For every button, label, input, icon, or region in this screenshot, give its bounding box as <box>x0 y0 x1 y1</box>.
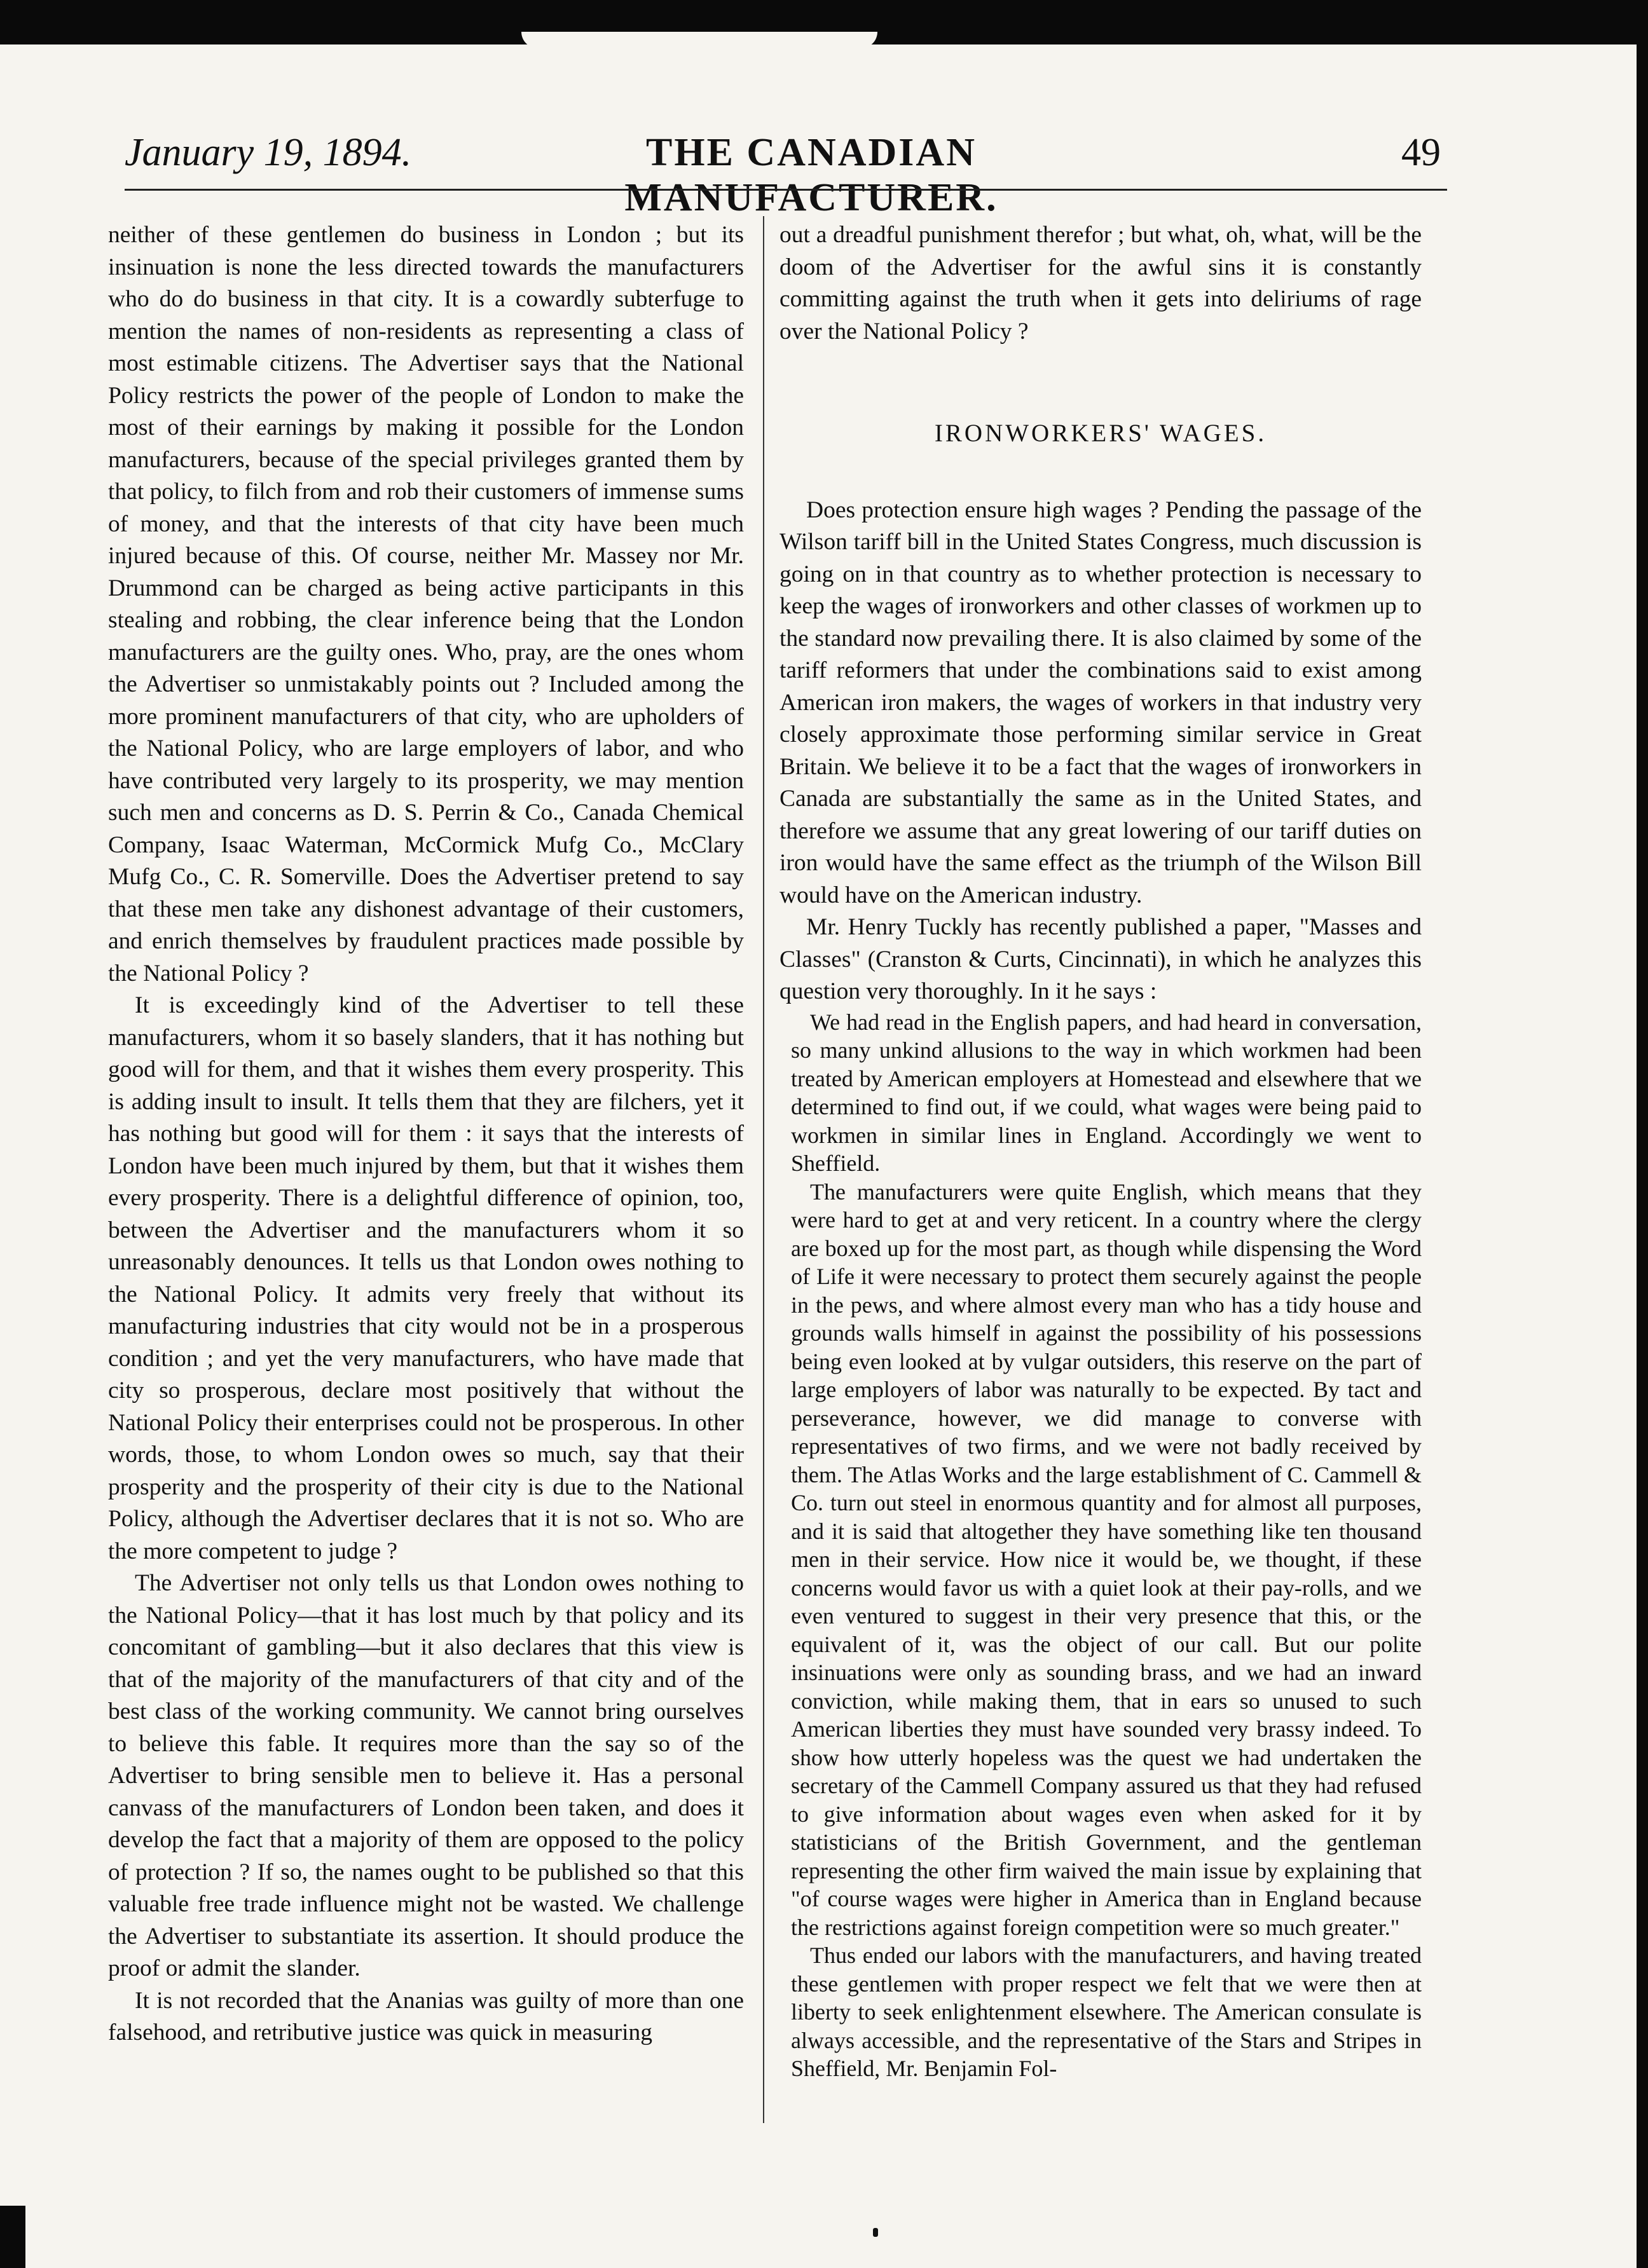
left-column <box>108 219 744 2133</box>
publication-title: THE CANADIAN MANUFACTURER. <box>624 131 998 219</box>
scan-border-notch <box>521 32 877 48</box>
scan-border-corner <box>0 2206 25 2268</box>
header-rule <box>125 189 1447 191</box>
header-date: January 19, 1894. <box>125 131 412 174</box>
article-paragraph: Mr. Henry Tuckly has recently published a paper, "Masses and Classes" (Cranston & Curts, Cincinnati), in which he analyzes this question very thoroughly. In it he says : <box>779 914 1422 1004</box>
left-paragraph: neither of these gentlemen do business in London ; but its insinuation is none the less directed towards the manufacturers who do do business in that city. It is a cowardly subterfuge to mention the names of non-residents as representing a class of most estimable citizens. The Advertiser says that the National Policy restricts the power of the people of London to make the most of their earnings by making it possible for the London manufacturers, because of the special privileges granted them by that policy, to filch from and rob their customers of immense sums of money, and that the interests of that city have been much injured because of this. Of course, neither Mr. Massey nor Mr. Drummond can be charged as being active participants in this stealing and robbing, the clear inference being that the London manufacturers are the guilty ones. Who, pray, are the ones whom the Advertiser so unmistakably points out ? Included among the more prominent manufacturers of that city, who are upholders of the National Policy, who are large employers of labor, and who have contributed very largely to its prosperity, we may mention such men and concerns as D. S. Perrin & Co., Canada Chemical Company, Isaac Waterman, McCormick Mufg Co., McClary Mufg Co., C. R. Somerville. Does the Advertiser pretend to say that these men take any dishonest advantage of their customers, and enrich themselves by fraudulent practices made possible by the National Policy ? <box>108 222 744 987</box>
section-heading: IRONWORKERS' WAGES. <box>934 420 1267 447</box>
right-column <box>779 219 1422 2177</box>
article-paragraph: Does protection ensure high wages ? Pending the passage of the Wilson tariff bill in the United States Congress, much discussion is going on in that country as to whether protection is necessary to keep the wages of ironworkers and other classes of workmen up to the standard now prevailing there. It is also claimed by some of the tariff reformers that under the combinations said to exist among American iron makers, the wages of workers in that industry very closely approximate those performing similar service in Great Britain. We believe it to be a fact that the wages of ironworkers in Canada are substantially the same as in the United States, and therefore we assume that any great lowering of our tariff duties on iron would have the same effect as the triumph of the Wilson Bill would have on the American industry. <box>779 496 1422 908</box>
continued-paragraph: out a dreadful punishment therefor ; but what, oh, what, will be the doom of the Advertiser for the awful sins it is constantly committing against the truth when it gets into deliriums of rage over the National Policy ? <box>779 222 1422 345</box>
page-header <box>125 130 1441 219</box>
ink-speck <box>873 2228 878 2237</box>
scan-border-right <box>1637 0 1648 2268</box>
left-paragraph: It is exceedingly kind of the Advertiser to tell these manufacturers, whom it so basely slanders, that it has nothing but good will for them, and that it wishes them every prosperity. This is adding insult to insult. It tells them that they are filchers, yet it has nothing but good will for them : it says that the interests of London have been much injured by them, but that it wishes them every prosperity. There is a delightful difference of opinion, too, between the Advertiser and the manufacturers whom it so unreasonably denounces. It tells us that London owes nothing to the National Policy. It admits very freely that without its manufacturing industries that city would not be in a prosperous condition ; and yet the very manufacturers, who have made that city so prosperous, declare most positively that without the National Policy their enterprises could not be prosperous. In other words, those, to whom London owes so much, say that their prosperity and the prosperity of their city is due to the National Policy, although the Advertiser declares that it is not so. Who are the more competent to judge ? <box>108 992 744 1564</box>
quoted-paragraph: The manufacturers were quite English, which means that they were hard to get at and very reticent. In a country where the clergy are boxed up for the most part, as though while dispensing the Word of Life it were necessary to protect them securely against the people in the pews, and where almost every man who has a tidy house and grounds walls himself in against the possibility of his possessions being even looked at by vulgar outsiders, this reserve on the part of large employers of labor was naturally to be expected. By tact and perseverance, however, we did manage to converse with representatives of two firms, and we were not badly received by them. The Atlas Works and the large establishment of C. Cammell & Co. turn out steel in enormous quantity and for almost all purposes, and it is said that altogether they have something like ten thousand men in their service. How nice it would be, we thought, if these concerns would favor us with a quiet look at their pay-rolls, and we even ventured to suggest in their very presence that this, or the equivalent of it, was the object of our call. But our polite insinuations were only as sounding brass, and we had an inward conviction, while making them, that in ears so unused to such American liberties they must have sounded very brassy indeed. To show how utterly hopeless was the quest we had undertaken the secretary of the Cammell Company assured us that they had refused to give information about wages even when asked for it by statisticians of the British Government, and the gentleman representing the other firm waived the main issue by explaining that "of course wages were higher in America than in England because the restrictions against foreign competition were so much greater." <box>791 1178 1422 1940</box>
quoted-paragraph: We had read in the English papers, and had heard in conversation, so many unkind allusions to the way in which workmen had been treated by American employers at Homestead and elsewhere that we determined to find out, if we could, what wages were being paid to workmen in similar lines in England. Accordingly we went to Sheffield. <box>791 1009 1422 1176</box>
quoted-paragraph: Thus ended our labors with the manufacturers, and having treated these gentlemen with proper respect we felt that we were then at liberty to seek enlightenment elsewhere. The American consulate is always accessible, and the representative of the Stars and Stripes in Sheffield, Mr. Benjamin Fol- <box>791 1943 1422 2081</box>
quoted-passage <box>791 1008 1422 2083</box>
left-paragraph: It is not recorded that the Ananias was guilty of more than one falsehood, and retributive justice was quick in measuring <box>108 1987 744 2046</box>
left-paragraph: The Advertiser not only tells us that London owes nothing to the National Policy—that it has lost much by that policy and its concomitant of gambling—but it also declares that this view is that of the majority of the manufacturers of that city and of the best class of the working community. We cannot bring ourselves to believe this fable. It requires more than the say so of the Advertiser to bring sensible men to believe it. Has a personal canvass of the manufacturers of London been taken, and does it develop the fact that a majority of them are opposed to the policy of protection ? If so, the names ought to be published so that this valuable free trade influence might not be wasted. We challenge the Advertiser to substantiate its assertion. It should produce the proof or admit the slander. <box>108 1570 744 1981</box>
column-divider <box>763 216 764 2123</box>
page-number: 49 <box>1401 131 1441 174</box>
